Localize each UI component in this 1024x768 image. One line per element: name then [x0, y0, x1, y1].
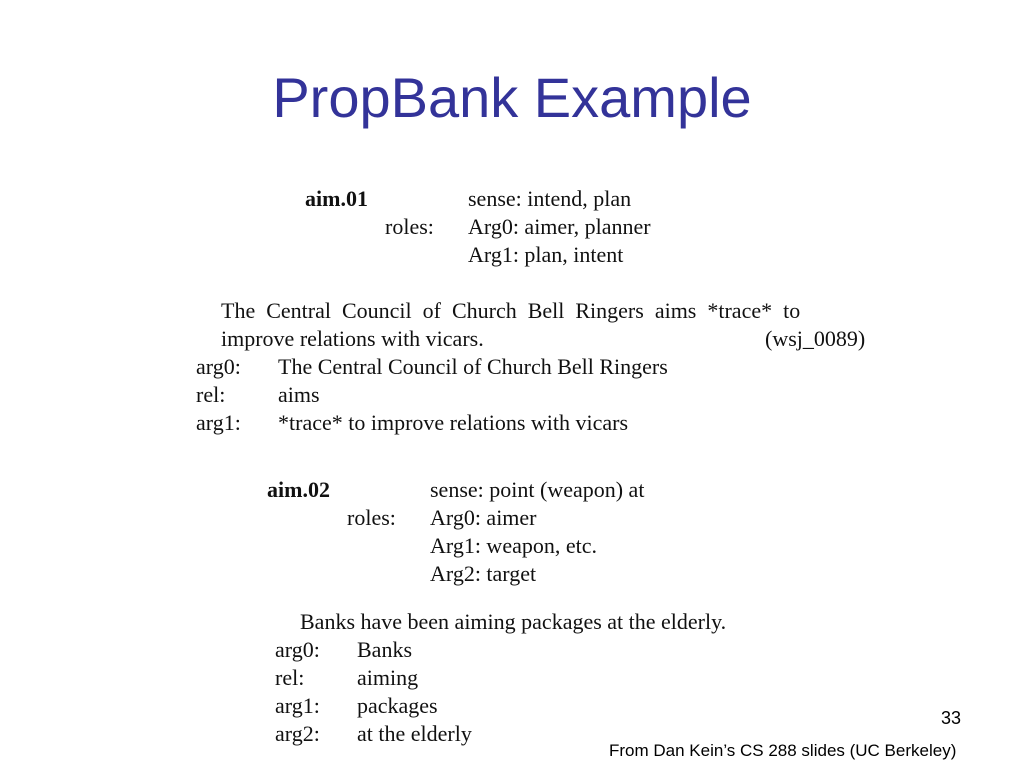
- frame2-annotation-value: aiming: [357, 665, 419, 690]
- frame1-sentence-line2: improve relations with vicars.: [221, 326, 484, 351]
- frame2-annotation-value: packages: [357, 693, 438, 718]
- frame1-roles-label: roles:: [385, 214, 434, 239]
- frame2-annotation-label: arg2:: [275, 721, 320, 746]
- frame1-sense: sense: intend, plan: [468, 186, 632, 211]
- frame1-source: (wsj_0089): [765, 326, 866, 351]
- frame1-annotation-label: arg1:: [196, 410, 241, 435]
- frame1-id: aim.01: [305, 186, 368, 211]
- frame1-sentence-line1: The Central Council of Church Bell Ringers aims *trace* to: [221, 298, 801, 323]
- frame2-role-arg1: Arg1: weapon, etc.: [430, 533, 597, 558]
- frame2-roles-label: roles:: [347, 505, 396, 530]
- frame2-annotation-label: arg0:: [275, 637, 320, 662]
- frame2-role-arg2: Arg2: target: [430, 561, 537, 586]
- frame2-sentence: Banks have been aiming packages at the elderly.: [300, 609, 727, 634]
- frame2-annotation-label: arg1:: [275, 693, 320, 718]
- frame1-annotation-label: rel:: [196, 382, 226, 407]
- slide-title: PropBank Example: [272, 66, 752, 129]
- credit-line: From Dan Kein’s CS 288 slides (UC Berkeley): [609, 741, 957, 760]
- frame2-role-arg0: Arg0: aimer: [430, 505, 537, 530]
- frame2-annotation-label: rel:: [275, 665, 305, 690]
- frame2-annotation-value: Banks: [357, 637, 412, 662]
- frame2-sense: sense: point (weapon) at: [430, 477, 645, 502]
- frame1-role-arg1: Arg1: plan, intent: [468, 242, 624, 267]
- frame2-id: aim.02: [267, 477, 330, 502]
- frame1-annotation-value: The Central Council of Church Bell Ringers: [278, 354, 668, 379]
- frame1-annotation-value: aims: [278, 382, 320, 407]
- frame2-annotation-value: at the elderly: [357, 721, 472, 746]
- frame1-annotation-label: arg0:: [196, 354, 241, 379]
- frame1-annotation-value: *trace* to improve relations with vicars: [278, 410, 629, 435]
- frame1-role-arg0: Arg0: aimer, planner: [468, 214, 651, 239]
- page-number: 33: [941, 708, 962, 728]
